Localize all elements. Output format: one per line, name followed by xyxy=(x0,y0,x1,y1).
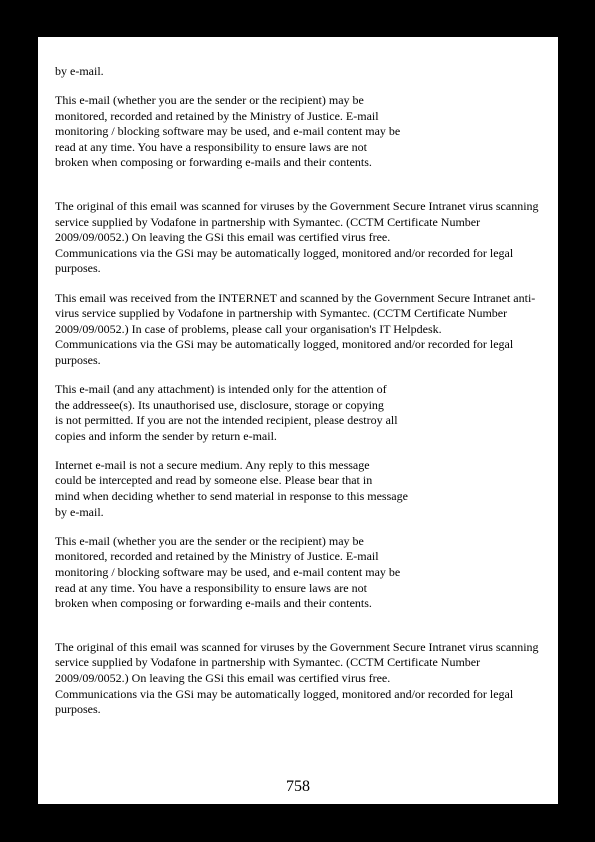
text-line: by e-mail. xyxy=(55,504,104,519)
document-page xyxy=(38,37,558,804)
paragraph-insecure-medium xyxy=(55,458,545,520)
paragraph-internet-scan xyxy=(55,291,545,369)
paragraph-virus-scan-certified xyxy=(55,199,545,277)
text-line: 2009/09/0052.) In case of problems, please call your organisation's IT Helpdesk. xyxy=(55,321,442,336)
paragraph-virus-scan-certified-repeat xyxy=(55,640,545,718)
text-line: copies and inform the sender by return e-mail. xyxy=(55,428,277,443)
text-line: Communications via the GSi may be automatically logged, monitored and/or recorded for legal xyxy=(55,337,514,352)
text-line: purposes. xyxy=(55,352,101,367)
text-line: This email was received from the INTERNET and scanned by the Government Secure Intranet anti- xyxy=(55,290,536,305)
text-line: is not permitted. If you are not the intended recipient, please destroy all xyxy=(55,413,398,428)
paragraph-closing-fragment xyxy=(55,64,545,80)
paragraph-monitoring-notice xyxy=(55,93,545,171)
text-line: The original of this email was scanned for viruses by the Government Secure Intranet virus scanning xyxy=(55,639,539,654)
text-line: This e-mail (whether you are the sender or the recipient) may be xyxy=(55,533,364,548)
text-line: purposes. xyxy=(55,261,101,276)
text-line: monitoring / blocking software may be used, and e-mail content may be xyxy=(55,124,401,139)
text-line: monitored, recorded and retained by the Ministry of Justice. E-mail xyxy=(55,108,379,123)
text-line: monitored, recorded and retained by the Ministry of Justice. E-mail xyxy=(55,549,379,564)
paragraph-monitoring-notice-repeat xyxy=(55,534,545,612)
text-line: broken when composing or forwarding e-mails and their contents. xyxy=(55,596,372,611)
text-line: Internet e-mail is not a secure medium. Any reply to this message xyxy=(55,457,370,472)
text-line: monitoring / blocking software may be used, and e-mail content may be xyxy=(55,564,401,579)
text-line: The original of this email was scanned for viruses by the Government Secure Intranet virus scanning xyxy=(55,199,539,214)
text-line: Communications via the GSi may be automatically logged, monitored and/or recorded for legal xyxy=(55,245,514,260)
text-line: purposes. xyxy=(55,702,101,717)
page-number: 758 xyxy=(286,778,310,795)
text-line: service supplied by Vodafone in partnership with Symantec. (CCTM Certificate Number xyxy=(55,655,481,670)
text-line: virus service supplied by Vodafone in partnership with Symantec. (CCTM Certificate Number xyxy=(55,306,508,321)
text-line: the addressee(s). Its unauthorised use, disclosure, storage or copying xyxy=(55,397,384,412)
text-line: read at any time. You have a responsibility to ensure laws are not xyxy=(55,139,367,154)
text-line: could be intercepted and read by someone else. Please bear that in xyxy=(55,473,373,488)
text-line: This e-mail (and any attachment) is intended only for the attention of xyxy=(55,382,387,396)
text-line: service supplied by Vodafone in partnership with Symantec. (CCTM Certificate Number xyxy=(55,214,481,229)
paragraph-confidentiality xyxy=(55,382,545,444)
text-line: 2009/09/0052.) On leaving the GSi this email was certified virus free. xyxy=(55,230,391,245)
text-line: 2009/09/0052.) On leaving the GSi this email was certified virus free. xyxy=(55,670,391,685)
text-line: mind when deciding whether to send material in response to this message xyxy=(55,489,408,504)
text-line: Communications via the GSi may be automatically logged, monitored and/or recorded for legal xyxy=(55,686,514,701)
text-line: read at any time. You have a responsibility to ensure laws are not xyxy=(55,580,367,595)
page-content xyxy=(55,64,545,718)
text-line: by e-mail. xyxy=(55,64,104,78)
text-line: This e-mail (whether you are the sender or the recipient) may be xyxy=(55,93,364,108)
text-line: broken when composing or forwarding e-mails and their contents. xyxy=(55,155,372,170)
